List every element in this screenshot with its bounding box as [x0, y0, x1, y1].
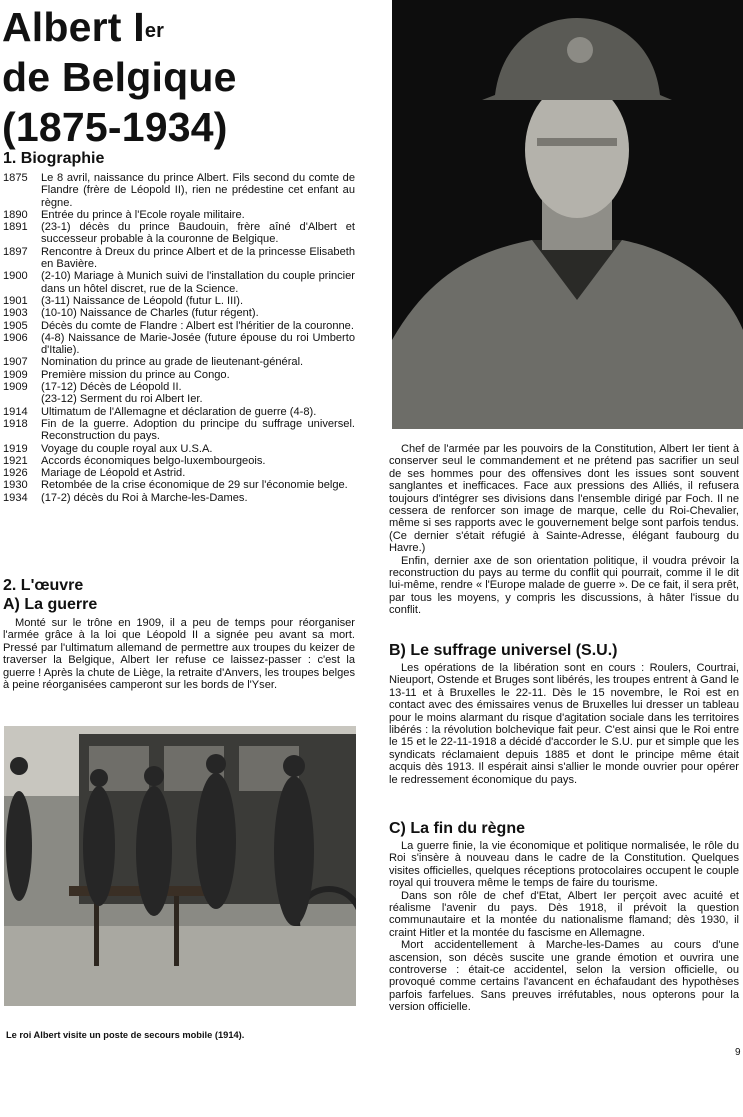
title-superscript: er — [144, 20, 165, 42]
page-title — [2, 2, 237, 152]
page-number: 9 — [735, 1047, 741, 1058]
timeline-year: 1906 — [3, 331, 28, 344]
paragraph-text: Mort accidentellement à Marche-les-Dames au cours d'une ascension, son décès suscite une grande émotion et ouvrira une controverse : était-ce accidentel, selon la version officielle, ou provoqué comme certains l'avancent en échafaudant des hypothèses parfois farfelues. Sans preuves irréfutables, nous opterons pour la version officielle. — [389, 939, 739, 1014]
timeline-entry — [3, 332, 355, 357]
timeline-entry — [3, 393, 355, 405]
paragraph-text: La guerre finie, la vie économique et politique normalisée, le rôle du Roi s'insère à nouveau dans le cadre de la Constitution. Quelques visites officielles, quelques réceptions protocolaires occupent le couple royal qui trouvera même le temps de faire du tourisme. — [389, 840, 739, 890]
timeline-year: 1903 — [3, 307, 28, 320]
timeline-entry — [3, 356, 355, 368]
timeline-text: (2-10) Mariage à Munich suivi de l'installation du couple princier dans un hôtel discret, rue de la Science. — [41, 270, 355, 295]
paragraph-text: Enfin, dernier axe de son orientation politique, il voudra prévoir la reconstruction du pays au terme du conflit qui pourrait, comme il le dit lui-même, rendre « l'Europe malade de guerre ». De ce fait, il sera prêt, par tous les moyens, y compris les discussions, à hâter l'issue du conflit. — [389, 554, 739, 617]
timeline-year: 1921 — [3, 454, 28, 467]
paragraph-chef-armee — [389, 443, 739, 617]
timeline-year: 1907 — [3, 356, 28, 369]
timeline-year: 1891 — [3, 221, 28, 234]
subheading-la-guerre: A) La guerre — [3, 596, 98, 613]
biography-timeline — [3, 172, 355, 504]
timeline-entry — [3, 221, 355, 246]
title-line3: (1875-1934) — [2, 104, 228, 150]
timeline-text: (17-2) décès du Roi à Marche-les-Dames. — [41, 491, 248, 504]
timeline-text: (4-8) Naissance de Marie-Josée (future épouse du roi Umberto d'Italie). — [41, 331, 355, 357]
paragraph-la-guerre — [3, 617, 355, 691]
timeline-year: 1900 — [3, 270, 28, 283]
portrait-illustration — [392, 0, 743, 429]
timeline-entry — [3, 369, 355, 381]
subheading-fin-du-regne: C) La fin du règne — [389, 820, 525, 837]
timeline-year: 1918 — [3, 417, 28, 430]
timeline-entry — [3, 209, 355, 221]
timeline-text: (23-12) Serment du roi Albert Ier. — [41, 393, 203, 406]
timeline-year: 1926 — [3, 467, 28, 480]
timeline-entry — [3, 172, 355, 209]
timeline-year: 1875 — [3, 172, 28, 184]
timeline-text: Mariage de Léopold et Astrid. — [41, 467, 186, 480]
timeline-entry — [3, 381, 355, 393]
timeline-text: Décès du comte de Flandre : Albert est l'héritier de la couronne. — [41, 319, 354, 332]
timeline-entry — [3, 406, 355, 418]
paragraph-text: Monté sur le trône en 1909, il a peu de temps pour réorganiser l'armée grâce à la loi que Léopold II a signée peu avant sa mort. Pressé par l'ultimatum allemand de permettre aux troupes du keizer de traverser la Belgique, Albert Ier refuse ce laissez-passer : c'est la guerre ! Après la chute de Liège, la retraite d'Anvers, les troupes belges à peine réorganisées camperont sur les bords de l'Yser. — [3, 617, 355, 692]
timeline-year: 1919 — [3, 442, 28, 455]
timeline-text: Entrée du prince à l'Ecole royale militaire. — [41, 208, 245, 221]
timeline-year: 1905 — [3, 319, 28, 332]
timeline-text: Première mission du prince au Congo. — [41, 368, 230, 381]
timeline-text: Retombée de la crise économique de 29 sur l'économie belge. — [41, 479, 348, 492]
title-line1: Albert I — [2, 4, 145, 50]
timeline-text: (3-11) Naissance de Léopold (futur L. III). — [41, 294, 244, 307]
timeline-year: 1909 — [3, 381, 28, 394]
timeline-year: 1901 — [3, 294, 28, 307]
timeline-text: Fin de la guerre. Adoption du principe du suffrage universel. Reconstruction du pays. — [41, 417, 355, 443]
timeline-year: 1934 — [3, 491, 28, 504]
paragraph-text: Chef de l'armée par les pouvoirs de la Constitution, Albert Ier tient à conserver seul le commandement et ne prétend pas sacrifier un seul de ses hommes pour des offensives dont les issues sont souvent sanglantes et inefficaces. Face aux pressions des Alliés, il refusera toujours d'intégrer ses divisions dans l'ensemble dirigé par Foch. Il ne cessera de renforcer son image de marque, celle du Roi-Chevalier, même si ses rapports avec le gouvernement belge sont parfois tendus. (Ce dernier s'était réfugié à Sainte-Adresse, élégant faubourg du Havre.) — [389, 443, 739, 555]
title-line2: de Belgique — [2, 54, 237, 100]
timeline-text: (17-12) Décès de Léopold II. — [41, 381, 182, 394]
timeline-text: Voyage du couple royal aux U.S.A. — [41, 442, 213, 455]
paragraph-suffrage — [389, 662, 739, 786]
timeline-entry — [3, 246, 355, 271]
timeline-text: Rencontre à Dreux du prince Albert et de la princesse Elisabeth en Bavière. — [41, 245, 355, 271]
timeline-entry — [3, 307, 355, 319]
timeline-entry — [3, 455, 355, 467]
timeline-text: Accords économiques belgo-luxembourgeois. — [41, 454, 266, 467]
portrait-photo — [392, 0, 743, 429]
paragraph-text: Les opérations de la libération sont en cours : Roulers, Courtrai, Nieuport, Ostende et Bruges sont libérés, les troupes entrent à Gand le 13-11 et à Bruxelles le 22-11. Dès le 15 novembre, le Roi est en contact avec des émissaires venus de Bruxelles lui dresser un tableau pour le moins alarmant du risque d'agitation sociale dans les territoires libérés : la révolution bolchevique fait peur. C'est ainsi que le Roi entre le 15 et le 22-11-1918 a décidé d'accorder le S.U. pur et simple que les syndicats réclamaient depuis 1885 et dont le principe même était acquis dès 1913. Il espérait ainsi s'allier le monde ouvrier pour opérer le redressement économique du pays. — [389, 662, 739, 786]
timeline-text: Le 8 avril, naissance du prince Albert. Fils second du comte de Flandre (frère de Léopold II), rien ne prédestine cet enfant au règne. — [41, 172, 355, 209]
timeline-year: 1930 — [3, 479, 28, 492]
timeline-year: 1909 — [3, 368, 28, 381]
timeline-year — [3, 393, 41, 405]
timeline-text: Nomination du prince au grade de lieutenant-général. — [41, 356, 304, 369]
timeline-entry — [3, 270, 355, 295]
photo-caption: Le roi Albert visite un poste de secours mobile (1914). — [6, 1030, 245, 1040]
timeline-entry — [3, 443, 355, 455]
timeline-entry — [3, 467, 355, 479]
timeline-year: 1890 — [3, 208, 28, 221]
timeline-text: Ultimatum de l'Allemagne et déclaration de guerre (4-8). — [41, 405, 317, 418]
timeline-entry — [3, 320, 355, 332]
paragraph-text: Dans son rôle de chef d'Etat, Albert Ier perçoit avec acuité et réalisme l'avenir du pays. Dès 1918, il prévoit la question communautaire et la montée du nationalisme flamand; dès 1930, il craint Hitler et la montée du fascisme en Allemagne. — [389, 889, 739, 939]
timeline-year: 1897 — [3, 245, 28, 258]
timeline-entry — [3, 418, 355, 443]
timeline-entry — [3, 479, 355, 491]
paragraph-fin-du-regne — [389, 840, 739, 1014]
timeline-entry — [3, 295, 355, 307]
timeline-entry — [3, 492, 355, 504]
timeline-year: 1914 — [3, 405, 28, 418]
war-photo-illustration — [4, 726, 356, 1006]
war-photo — [4, 726, 356, 1006]
subheading-suffrage-universel: B) Le suffrage universel (S.U.) — [389, 642, 618, 659]
section-heading-biographie: 1. Biographie — [3, 150, 105, 167]
timeline-text: (10-10) Naissance de Charles (futur régent). — [41, 307, 259, 320]
timeline-text: (23-1) décès du prince Baudouin, frère aîné d'Albert et successeur probable à la couronne de Belgique. — [41, 221, 355, 246]
section-heading-oeuvre: 2. L'œuvre — [3, 577, 84, 594]
